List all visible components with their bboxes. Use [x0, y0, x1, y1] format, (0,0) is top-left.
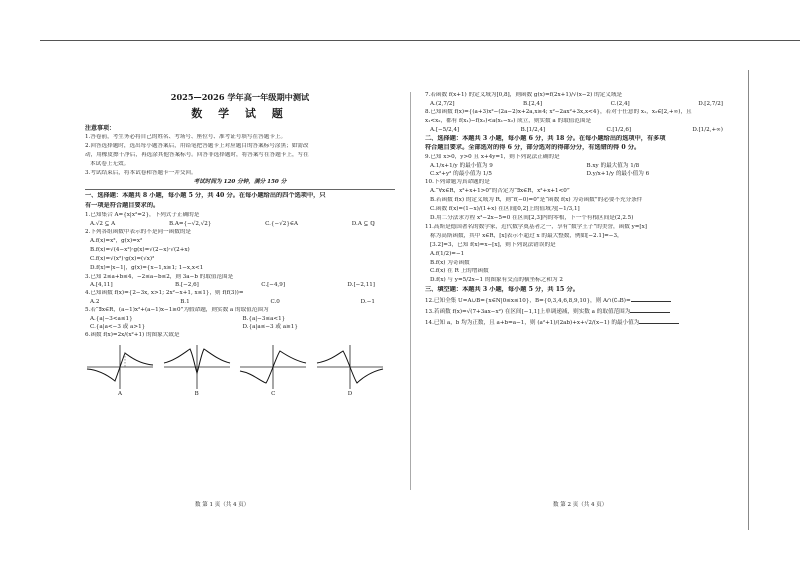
option: C.{−√2}∈A [265, 220, 299, 227]
question-14 [425, 318, 743, 328]
question-1-options [85, 221, 395, 229]
option: B.[1/2,4] [520, 126, 546, 133]
graph-option-b [162, 343, 232, 399]
exam-subject: 数 学 试 题 [191, 106, 289, 120]
question-4-options [85, 299, 395, 307]
question-3-options [85, 282, 395, 290]
column-divider [410, 92, 411, 490]
question-8-options [425, 127, 743, 135]
section-2-heading-cont: 符合题目要求。全部选对的得 6 分，部分选对的得部分分，有选错的得 0 分。 [425, 144, 641, 152]
question-5-options [85, 316, 395, 332]
exam-title: 2025—2026 学年高一年级期中测试 [170, 92, 310, 102]
graph-label: B [194, 391, 199, 398]
option: D.{a|a≤−3 或 a≥1} [242, 324, 298, 331]
question-10: 10.下列命题为真命题的是 [425, 179, 490, 186]
question-12-text: 12.已知全集 U=A∪B={x∈N|0≤x≤10}，B={0,3,4,6,8,9,10}，则 A∩(∁ᵤB)= [425, 298, 631, 305]
option: D.[−2,11] [347, 282, 375, 289]
question-9: 9.已知 x>0，y>0 且 x+4y=1，则下列说法正确的是 [425, 154, 560, 161]
question-7: 7.若函数 f(x+1) 的定义域为[0,8]，则函数 g(x)=f(2x+1)/√(x−2) 的定义域是 [425, 92, 623, 98]
option: C.(2,4] [610, 100, 630, 107]
graph-c-plot [238, 343, 308, 391]
option: A.2 [90, 299, 100, 306]
option: B.f(x)=√(4−x²)·g(x)=√(2−x)·√(2+x) [90, 246, 190, 253]
option: C.f(x) 在 R 上的增函数 [430, 268, 489, 275]
question-6-graphs [85, 343, 385, 399]
option: A.{a|−3<a≤1} [90, 316, 133, 323]
graph-option-a [85, 343, 155, 399]
notes-heading: 注意事项： [85, 125, 116, 133]
option: B.{a|−3≤a<1} [242, 316, 286, 323]
question-3: 3.已知 2≤a+b≤4，−2≤a−b≤2，则 3a−b 的取值范围是 [85, 273, 234, 280]
question-2: 2.下列各组函数中表示的不是同一函数的是 [85, 228, 192, 235]
graph-d-plot [315, 343, 385, 391]
answer-blank [630, 307, 670, 313]
note-item: 动，用橡皮擦干净后，再选涂其他答案标号。回答非选择题时，将答案写在答题卡上，写在 [85, 151, 309, 158]
option: A.√2 ⊆ A [90, 220, 116, 227]
option: C.[−4,9] [261, 282, 286, 289]
option: B.A={−√2,√2} [168, 220, 212, 227]
option: D.y/x+1/y 的最小值为 6 [586, 171, 650, 178]
option: D.[2,7/2] [698, 100, 723, 107]
question-11-cont: 称为高斯函数，其中 x∈R，[x]表示不超过 x 的最大整数，例如[−2.1]=−3， [430, 232, 623, 239]
option: B.xy 的最大值为 1/8 [586, 163, 640, 170]
section-1-heading: 一、选择题：本题共 8 小题，每小题 5 分，共 40 分。在每小题给出的四个选项中，只 [85, 192, 326, 200]
note-item: 1.答卷前，考生务必将自己的姓名、考场号、座位号、准考证号填写在答题卡上。 [85, 133, 287, 140]
page-footer-left: 数 第 1 页（共 4 页） [195, 502, 250, 508]
option: D.用二分法求方程 x³−2x−5=0 在区间[2,3]内的零根，下一个有根区间是(2,2.5) [430, 214, 634, 221]
option: C.x²+y² 的最小值为 1/5 [430, 171, 492, 178]
option: B.[−2,6] [175, 282, 199, 289]
graph-label: A [117, 391, 123, 398]
option: C.函数 f(x)=(1−x)/(1+x) 在区间[0,2]上的值域为[−1/3,1] [430, 205, 580, 212]
option: D.−1 [360, 299, 375, 306]
option: A.[−5/2,4] [430, 126, 460, 133]
question-9-options [425, 163, 743, 179]
option: D.f(x) 与 y=5/2x−1 的图象有交点的横坐标之和为 2 [430, 277, 563, 284]
question-11-cont: [3.2]=3，已知 f(x)=x−[x]，则下列说法错误的是 [430, 241, 556, 248]
graph-label: C [271, 391, 276, 398]
left-column [85, 92, 395, 399]
option: A.“∀x∈R，x²+x+1>0”的否定为“∃x∈R，x²+x+1<0” [430, 188, 570, 195]
graph-label: D [347, 391, 353, 398]
section-rule [85, 189, 395, 190]
section-1-heading-cont: 有一项是符合题目要求的。 [85, 202, 160, 210]
question-4: 4.已知函数 f(x)={2−3x, x>1; 2x²−x+1, x≤1}，则 f(f(3))= [85, 290, 244, 297]
section-3-heading: 三、填空题：本题共 3 小题，每小题 5 分，共 15 分。 [425, 286, 579, 294]
answer-blank [639, 318, 679, 324]
option: A.[4,11] [90, 282, 113, 289]
option: A.1/x+1/y 的最小值为 9 [430, 163, 493, 170]
right-margin-rule [748, 70, 749, 530]
question-11: 11.高斯是德国著名的数学家，近代数学奠基者之一，享有“数学王子”的美誉，函数 y=[x] [425, 223, 647, 230]
option: B.1 [180, 299, 190, 306]
option: D.f(x)=|x−1|，g(x)={x−1,x≥1; 1−x,x<1 [90, 264, 204, 271]
question-1: 1.已知集合 A={x|x²=2}，下列式子正确的是 [85, 211, 200, 218]
page-footer-right: 数 第 2 页（共 4 页） [553, 502, 608, 508]
option: C.0 [270, 299, 280, 306]
question-8: 8.已知函数 f(x)={(a+3)x²−(2a−2)x+2a,x≥4; x²−2ax²+3x,x<4}，若对于任意的 x₁，x₂∈[2,+∞)，且 [425, 108, 692, 115]
option: B.若函数 f(x) 的定义域为 R，则“f(−0)=0”是“函数 f(x) 为奇函数”的必要不充分条件 [430, 196, 643, 203]
question-5: 5.若“∃x∈R，(a−1)x²+(a−1)x−1≥0”为假命题，则实数 a 的取值范围为 [85, 307, 269, 314]
note-item: 本试卷上无效。 [90, 160, 130, 167]
option: A.(2,7/2] [430, 100, 455, 107]
question-7-options [425, 101, 743, 109]
question-13 [425, 307, 743, 317]
question-8-cont: x₁<x₂，都有 f(x₁)−f(x₂)<a(x₁−x₂) 成立，则实数 a 的取值范围是 [425, 117, 592, 124]
option: D.A ⊆ ℚ [351, 220, 375, 227]
question-12 [425, 296, 743, 306]
top-rule [40, 40, 800, 41]
graph-b-plot [162, 343, 232, 391]
graph-option-d [315, 343, 385, 399]
option: C.[1/2,6] [606, 126, 632, 133]
note-item: 3.考试结束后，将本试卷和答题卡一并交回。 [85, 169, 197, 176]
option: C.{a|a<−3 或 a>1} [90, 324, 146, 331]
graph-a-plot [85, 343, 155, 391]
question-13-text: 13.若函数 f(x)=√(7+3ax−x²) 在区间[−1,1]上单调递减，则实数 a 的取值范围为 [425, 309, 631, 316]
option: B.f(x) 为奇函数 [430, 259, 470, 266]
option: A.f(1/2)=−1 [430, 250, 465, 257]
section-2-heading: 二、选择题：本题共 3 小题，每小题 6 分，共 18 分。在每小题给出的选项中，有多项 [425, 134, 666, 142]
option: B.[2,4] [523, 100, 543, 107]
option: D.[1/2,+∞) [692, 126, 723, 133]
exam-time-info: 考试时间为 120 分钟，满分 150 分 [193, 179, 287, 186]
right-column [425, 92, 743, 329]
question-14-text: 14.已知 a，b 均为正数，且 a+b=a−1，则 (a²+1)/(2ab)+x+√2/(x−1) 的最小值为 [425, 320, 640, 327]
option: C.f(x)=√(x²)·g(x)=(√x)² [90, 255, 155, 262]
answer-blank [631, 296, 671, 302]
graph-option-c [238, 343, 308, 399]
note-item: 2.回答选择题时，选出每小题答案后，用铅笔把答题卡上对应题目的答案标号涂黑；如需改 [85, 142, 309, 149]
option: A.f(x)=x²，g(x)=x² [90, 237, 143, 244]
question-6: 6.函数 f(x)=2x/(x²+1) 的图象大致是 [85, 332, 180, 339]
